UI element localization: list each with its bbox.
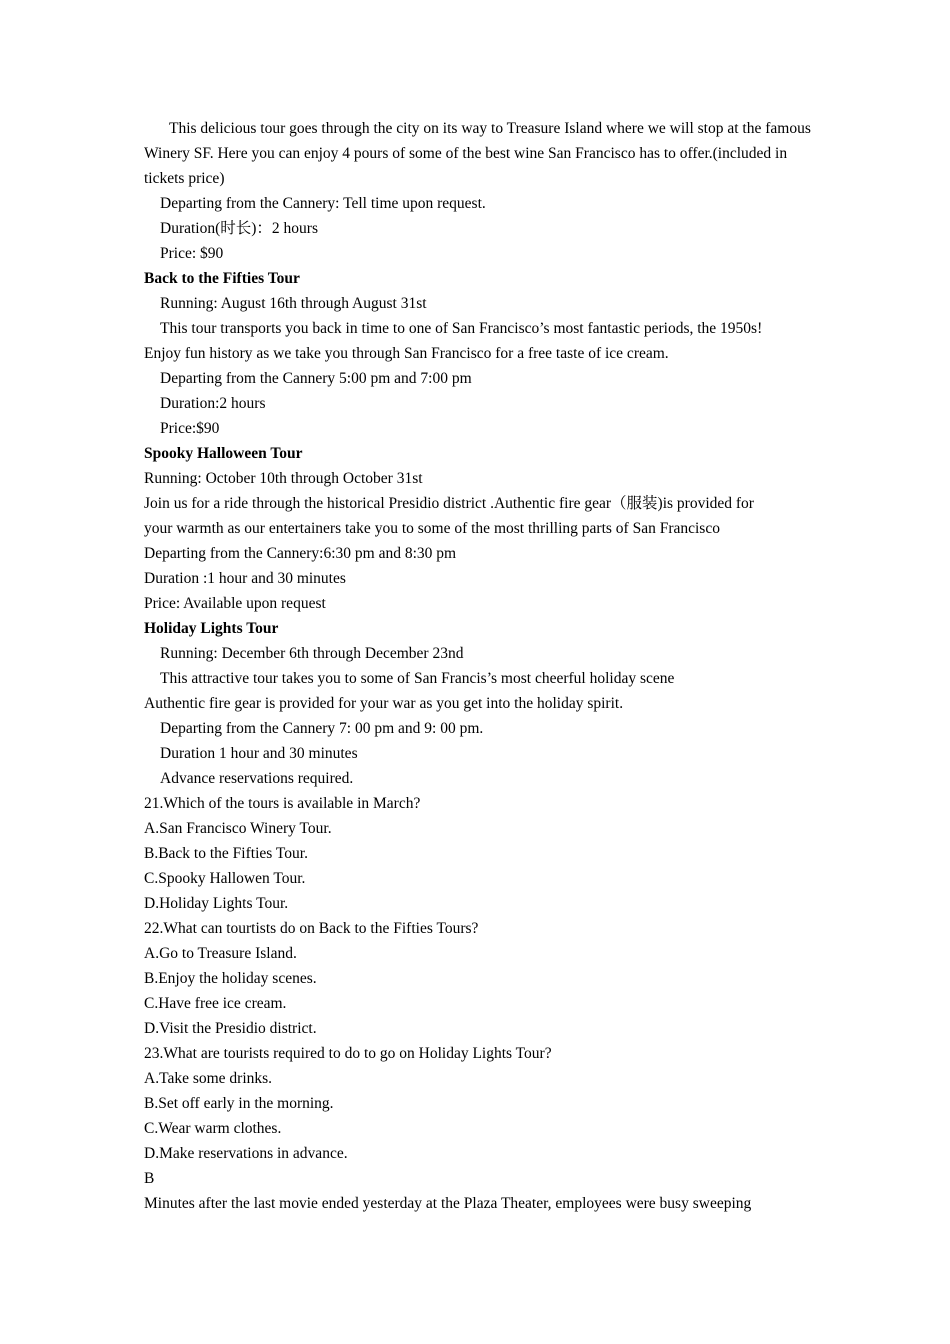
halloween-description-line-2: your warmth as our entertainers take you to some of the most thrilling parts of San Francisco (144, 520, 720, 537)
intro-paragraph-text: This delicious tour goes through the city on its way to Treasure Island where we will stop at the famous Winery SF. Here you can enjoy 4 pours of some of the best wine San Francisco has to offer.(included in tickets price) (144, 120, 811, 187)
document-body (144, 116, 816, 1216)
halloween-running: Running: October 10th through October 31st (144, 470, 423, 487)
section-b-first-line: Minutes after the last movie ended yesterday at the Plaza Theater, employees were busy sweeping (144, 1195, 752, 1212)
intro-duration: Duration(时长)：2 hours (160, 220, 318, 237)
question-23-option-a: A.Take some drinks. (144, 1070, 273, 1087)
question-23-option-c: C.Wear warm clothes. (144, 1120, 282, 1137)
fifties-departing: Departing from the Cannery 5:00 pm and 7:00 pm (160, 370, 472, 387)
question-21-option-d: D.Holiday Lights Tour. (144, 895, 289, 912)
question-22-option-b: B.Enjoy the holiday scenes. (144, 970, 317, 987)
fifties-running: Running: August 16th through August 31st (160, 295, 427, 312)
question-23-option-b: B.Set off early in the morning. (144, 1095, 334, 1112)
question-23-option-d: D.Make reservations in advance. (144, 1145, 348, 1162)
fifties-title: Back to the Fifties Tour (144, 270, 300, 287)
holiday-title: Holiday Lights Tour (144, 620, 279, 637)
halloween-title: Spooky Halloween Tour (144, 445, 303, 462)
question-21-stem: 21.Which of the tours is available in March? (144, 795, 421, 812)
halloween-departing: Departing from the Cannery:6:30 pm and 8:30 pm (144, 545, 457, 562)
question-21-option-a: A.San Francisco Winery Tour. (144, 820, 332, 837)
fifties-description-line-2: Enjoy fun history as we take you through San Francisco for a free taste of ice cream. (144, 345, 669, 362)
question-22-option-c: C.Have free ice cream. (144, 995, 287, 1012)
fifties-duration: Duration:2 hours (160, 395, 266, 412)
question-21-option-b: B.Back to the Fifties Tour. (144, 845, 308, 862)
question-23-stem: 23.What are tourists required to do to go on Holiday Lights Tour? (144, 1045, 552, 1062)
fifties-description-line-1: This tour transports you back in time to one of San Francisco’s most fantastic periods, the 1950s! (160, 320, 763, 337)
holiday-reservation: Advance reservations required. (160, 770, 354, 787)
holiday-description-line-2: Authentic fire gear is provided for your war as you get into the holiday spirit. (144, 695, 624, 712)
section-b-label: B (144, 1170, 155, 1187)
question-21-option-c: C.Spooky Hallowen Tour. (144, 870, 306, 887)
question-22-option-d: D.Visit the Presidio district. (144, 1020, 317, 1037)
intro-departing: Departing from the Cannery: Tell time upon request. (160, 195, 486, 212)
halloween-price: Price: Available upon request (144, 595, 326, 612)
holiday-departing: Departing from the Cannery 7: 00 pm and 9: 00 pm. (160, 720, 484, 737)
holiday-description-line-1: This attractive tour takes you to some of San Francis’s most cheerful holiday scene (160, 670, 675, 687)
intro-price: Price: $90 (160, 245, 224, 262)
fifties-price: Price:$90 (160, 420, 220, 437)
intro-paragraph (144, 116, 816, 191)
halloween-duration: Duration :1 hour and 30 minutes (144, 570, 346, 587)
holiday-running: Running: December 6th through December 23nd (160, 645, 464, 662)
halloween-description-line-1: Join us for a ride through the historical Presidio district .Authentic fire gear（服装)is provided for (144, 495, 754, 512)
question-22-stem: 22.What can tourtists do on Back to the Fifties Tours? (144, 920, 479, 937)
holiday-duration: Duration 1 hour and 30 minutes (160, 745, 358, 762)
question-22-option-a: A.Go to Treasure Island. (144, 945, 297, 962)
